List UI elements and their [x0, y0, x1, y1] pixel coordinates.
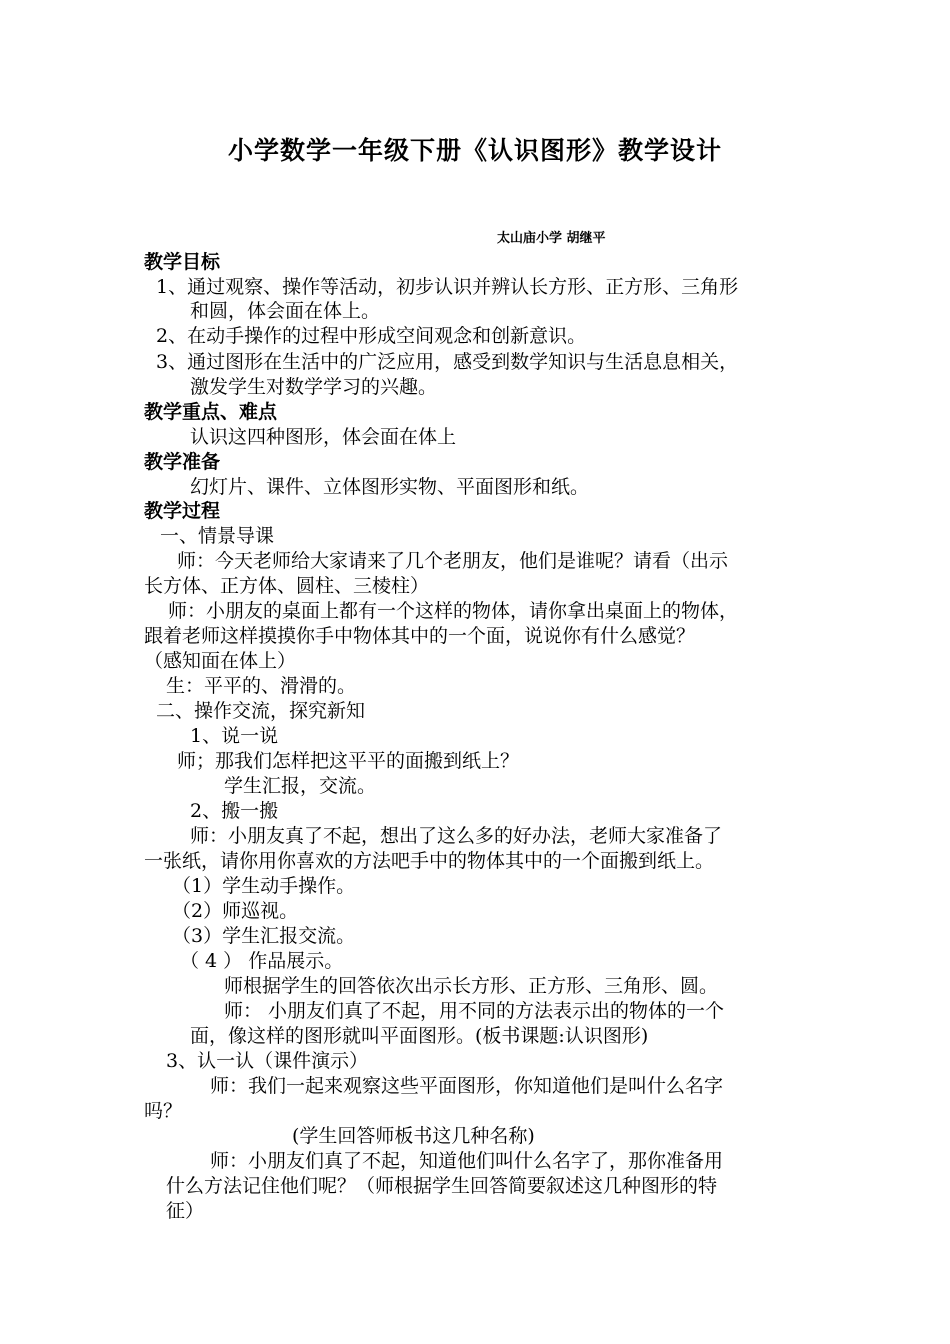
key-points-text: 认识这四种图形，体会面在体上	[190, 426, 457, 448]
paragraph-line: （感知面在体上）	[144, 650, 297, 672]
paragraph-line: 学生汇报，交流。	[224, 775, 377, 797]
preparation-text: 幻灯片、课件、立体图形实物、平面图形和纸。	[190, 476, 590, 498]
paragraph-line: 师；那我们怎样把这平平的面搬到纸上？	[177, 750, 520, 772]
paragraph-line: 师：今天老师给大家请来了几个老朋友，他们是谁呢？请看（出示	[177, 550, 729, 572]
list-item: （2）师巡视。	[172, 900, 299, 922]
objective-1: 1、通过观察、操作等活动，初步认识并辨认长方形、正方形、三角形	[156, 276, 739, 298]
list-item: （1）学生动手操作。	[172, 875, 356, 897]
process-part-1-heading: 一、情景导课	[160, 525, 275, 547]
paragraph-line: (学生回答师板书这几种名称)	[292, 1125, 535, 1147]
list-item: （ 4 ） 作品展示。	[180, 950, 344, 972]
list-item: （3）学生汇报交流。	[172, 925, 356, 947]
objective-2: 2、在动手操作的过程中形成空间观念和创新意识。	[156, 325, 587, 347]
paragraph-line: 师：小朋友的桌面上都有一个这样的物体，请你拿出桌面上的物体，	[168, 600, 739, 622]
objective-3-cont: 激发学生对数学学习的兴趣。	[190, 376, 438, 398]
paragraph-line: 师：小朋友们真了不起，知道他们叫什么名字了，那你准备用	[210, 1150, 724, 1172]
section-heading-key-points: 教学重点、难点	[144, 401, 278, 423]
paragraph-line: 师：小朋友真了不起，想出了这么多的好办法，老师大家准备了	[190, 825, 723, 847]
paragraph-line: 生：平平的、滑滑的。	[166, 675, 357, 697]
paragraph-line: 师：我们一起来观察这些平面图形，你知道他们是叫什么名字	[210, 1075, 724, 1097]
paragraph-line: 吗？	[144, 1100, 183, 1122]
objective-3: 3、通过图形在生活中的广泛应用，感受到数学知识与生活息息相关，	[156, 351, 739, 373]
document-title: 小学数学一年级下册《认识图形》教学设计	[227, 136, 722, 165]
subsection-heading: 3、认一认（课件演示）	[166, 1050, 369, 1072]
paragraph-line: 师： 小朋友们真了不起，用不同的方法表示出的物体的一个	[224, 1000, 725, 1022]
paragraph-line: 长方体、正方体、圆柱、三棱柱）	[144, 575, 430, 597]
paragraph-line: 师根据学生的回答依次出示长方形、正方形、三角形、圆。	[224, 975, 719, 997]
section-heading-process: 教学过程	[144, 500, 221, 522]
paragraph-line: 跟着老师这样摸摸你手中物体其中的一个面，说说你有什么感觉？	[144, 625, 696, 647]
author-line: 太山庙小学 胡继平	[497, 231, 606, 246]
paragraph-line: 征）	[166, 1200, 205, 1222]
objective-1-cont: 和圆，体会面在体上。	[190, 300, 381, 322]
section-heading-preparation: 教学准备	[144, 451, 221, 473]
section-heading-objectives: 教学目标	[144, 251, 221, 273]
subsection-heading: 2、搬一搬	[190, 800, 279, 822]
subsection-heading: 1、说一说	[190, 725, 279, 747]
paragraph-line: 什么方法记住他们呢？（师根据学生回答简要叙述这几种图形的特	[166, 1175, 718, 1197]
process-part-2-heading: 二、操作交流，探究新知	[156, 700, 366, 722]
paragraph-line: 一张纸，请你用你喜欢的方法吧手中的物体其中的一个面搬到纸上。	[144, 850, 715, 872]
paragraph-line: 面，像这样的图形就叫平面图形。(板书课题:认识图形)	[190, 1025, 649, 1047]
